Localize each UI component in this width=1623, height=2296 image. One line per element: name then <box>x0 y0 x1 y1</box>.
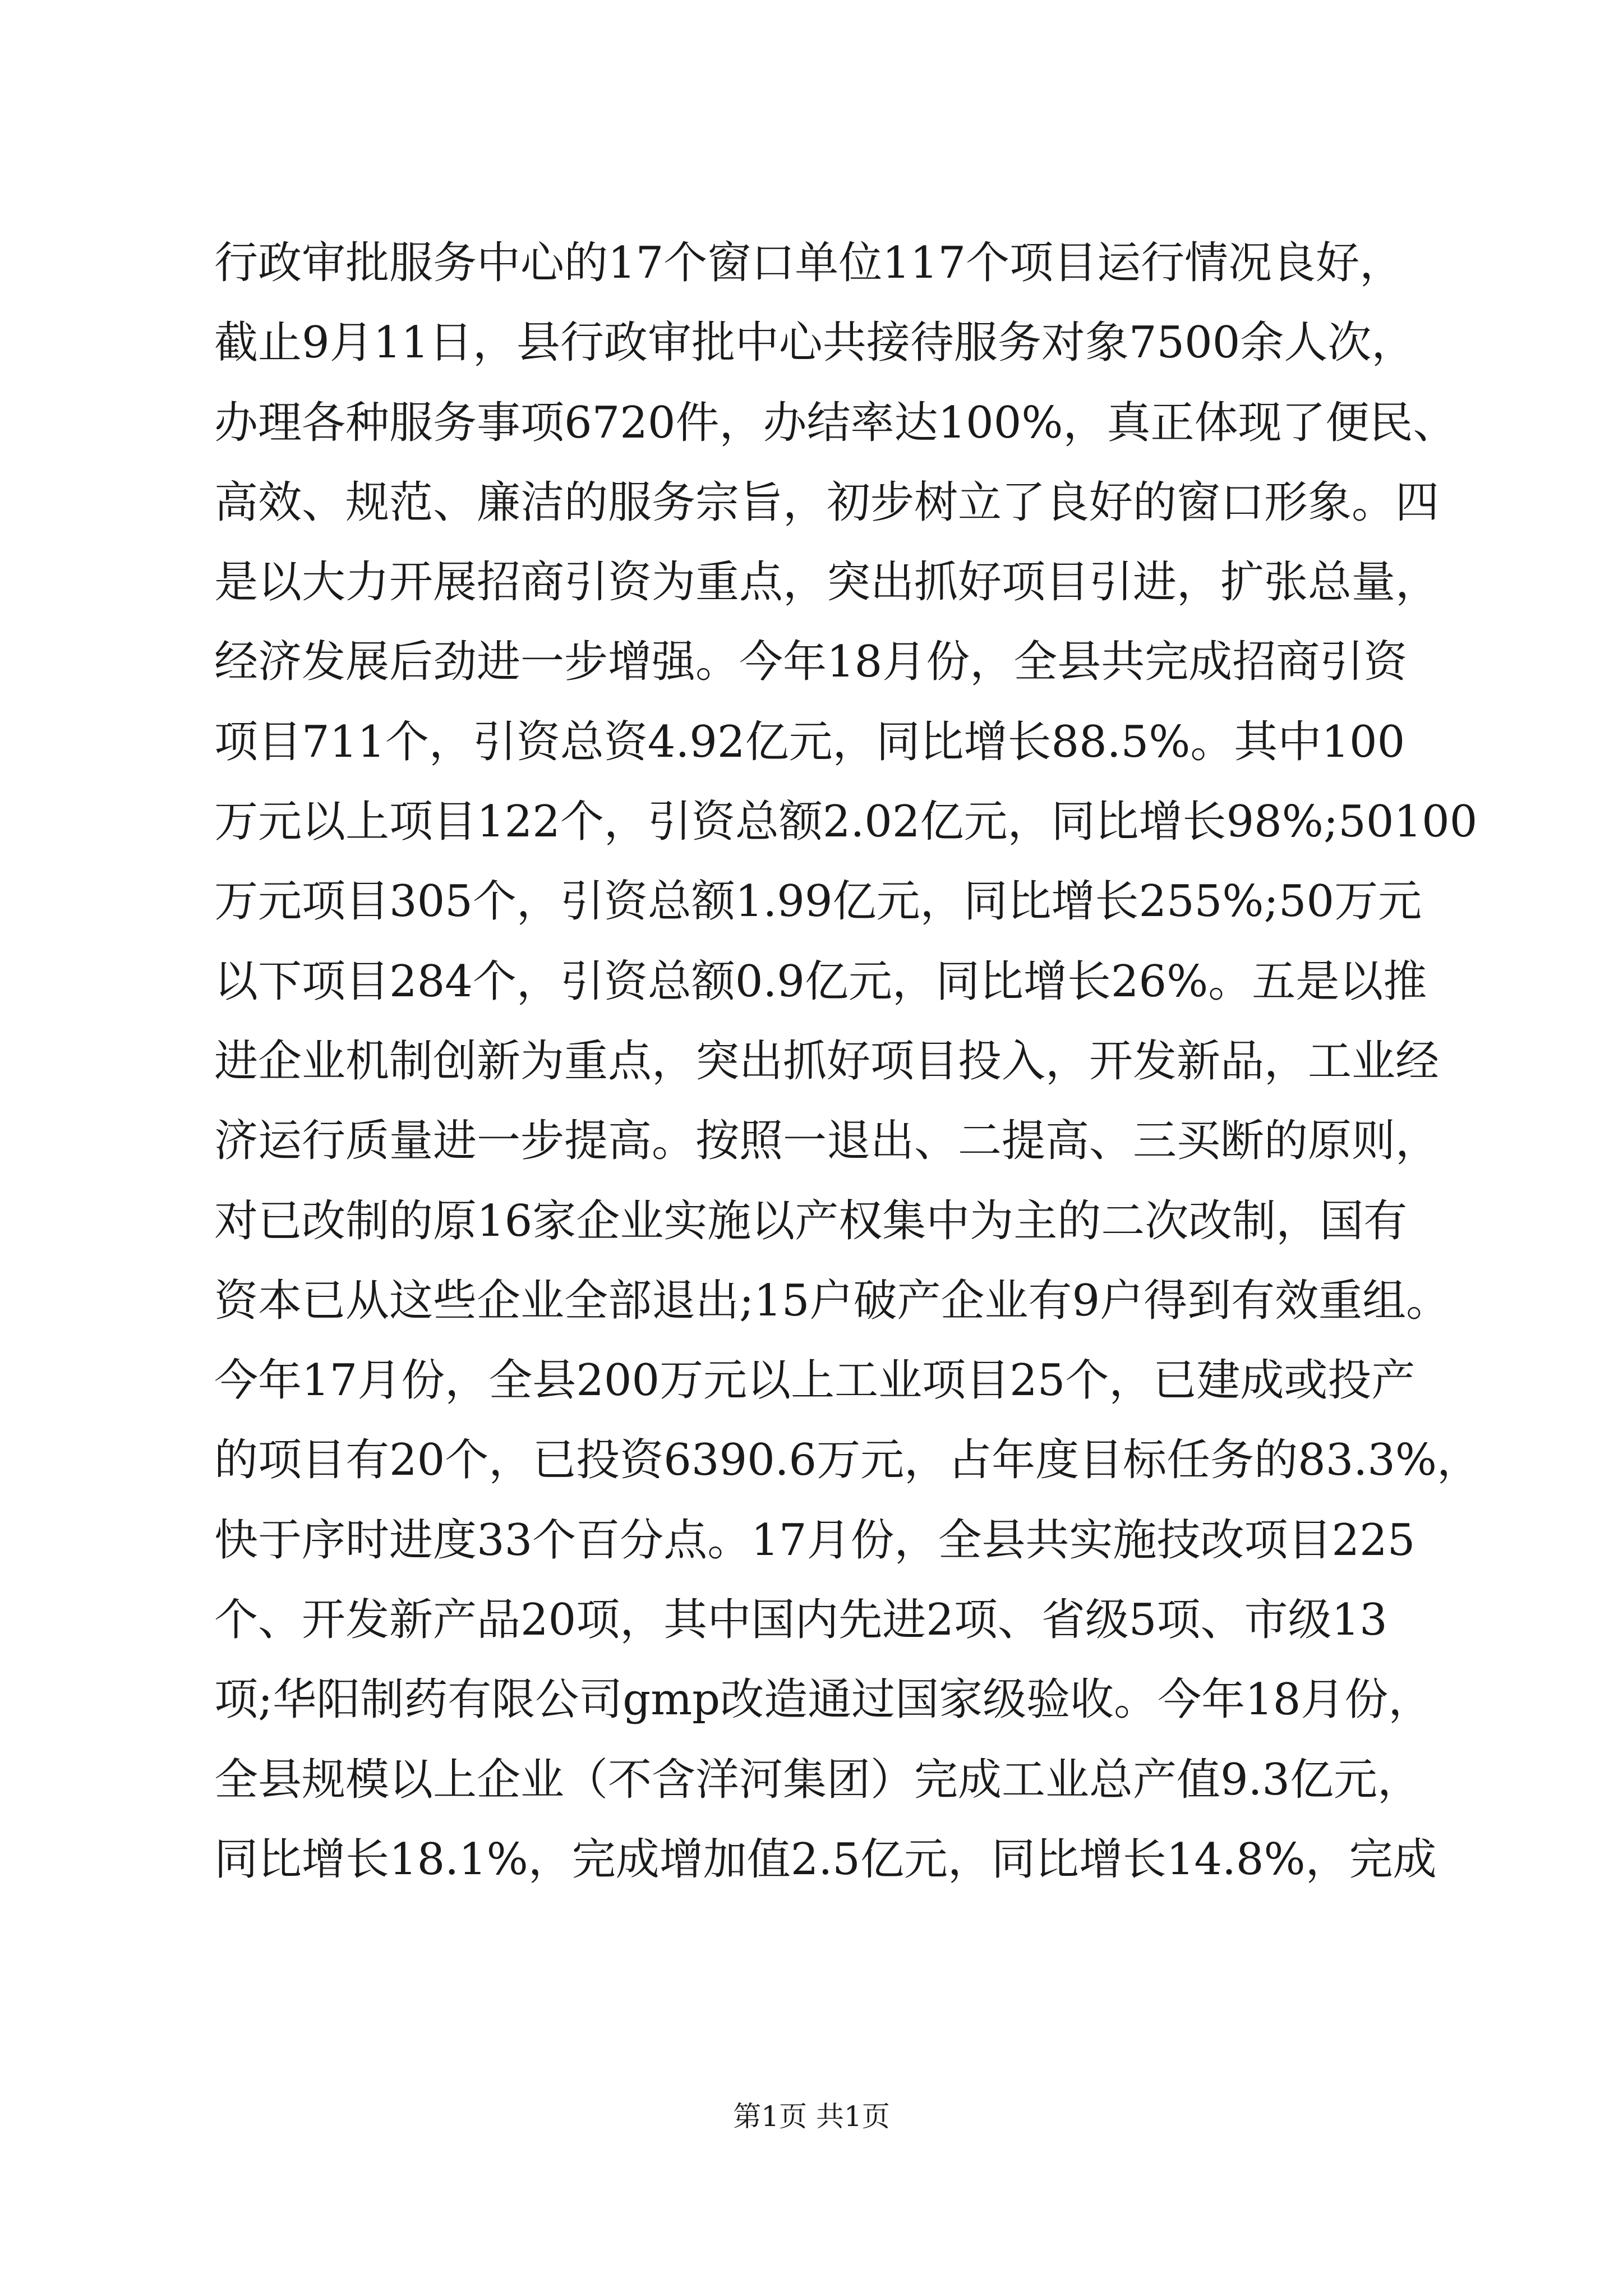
text-line: 全县规模以上企业（不含洋河集团）完成工业总产值9.3亿元， <box>214 1754 1422 1805</box>
text-line: 进企业机制创新为重点，突出抓好项目投入，开发新品，工业经 <box>214 1036 1440 1087</box>
text-line: 高效、规范、廉洁的服务宗旨，初步树立了良好的窗口形象。四 <box>214 477 1440 528</box>
text-line: 项;华阳制药有限公司gmp改造通过国家级验收。今年18月份， <box>214 1674 1432 1726</box>
text-line: 同比增长18.1%，完成增加值2.5亿元，同比增长14.8%，完成 <box>214 1834 1437 1885</box>
text-line: 今年17月份，全县200万元以上工业项目25个，已建成或投产 <box>214 1355 1415 1406</box>
text-line: 是以大力开展招商引资为重点，突出抓好项目引进，扩张总量， <box>214 557 1440 608</box>
text-line: 资本已从这些企业全部退出;15户破产企业有9户得到有效重组。 <box>214 1275 1450 1326</box>
text-line: 快于序时进度33个百分点。17月份，全县共实施技改项目225 <box>214 1515 1415 1566</box>
text-line: 万元以上项目122个，引资总额2.02亿元，同比增长98%;50100 <box>214 797 1478 848</box>
text-line: 行政审批服务中心的17个窗口单位117个项目运行情况良好， <box>214 238 1404 288</box>
text-line: 对已改制的原16家企业实施以产权集中为主的二次改制，国有 <box>214 1195 1408 1246</box>
text-line: 济运行质量进一步提高。按照一退出、二提高、三买断的原则， <box>214 1116 1440 1167</box>
text-line: 办理各种服务事项6720件，办结率达100%，真正体现了便民、 <box>214 397 1457 448</box>
text-line: 经济发展后劲进一步增强。今年18月份，全县共完成招商引资 <box>214 637 1408 688</box>
text-line: 以下项目284个，引资总额0.9亿元，同比增长26%。五是以推 <box>214 956 1427 1007</box>
text-line: 万元项目305个，引资总额1.99亿元，同比增长255%;50万元 <box>214 876 1422 927</box>
text-line: 截止9月11日，县行政审批中心共接待服务对象7500余人次， <box>214 318 1415 369</box>
text-line: 项目711个，引资总资4.92亿元，同比增长88.5%。其中100 <box>214 716 1405 767</box>
page-footer: 第1页 共1页 <box>733 2100 890 2133</box>
text-line: 个、开发新产品20项，其中国内先进2项、省级5项、市级13 <box>214 1595 1387 1646</box>
body-text <box>214 223 1482 1899</box>
text-line: 的项目有20个，已投资6390.6万元，占年度目标任务的83.3%， <box>214 1435 1481 1486</box>
